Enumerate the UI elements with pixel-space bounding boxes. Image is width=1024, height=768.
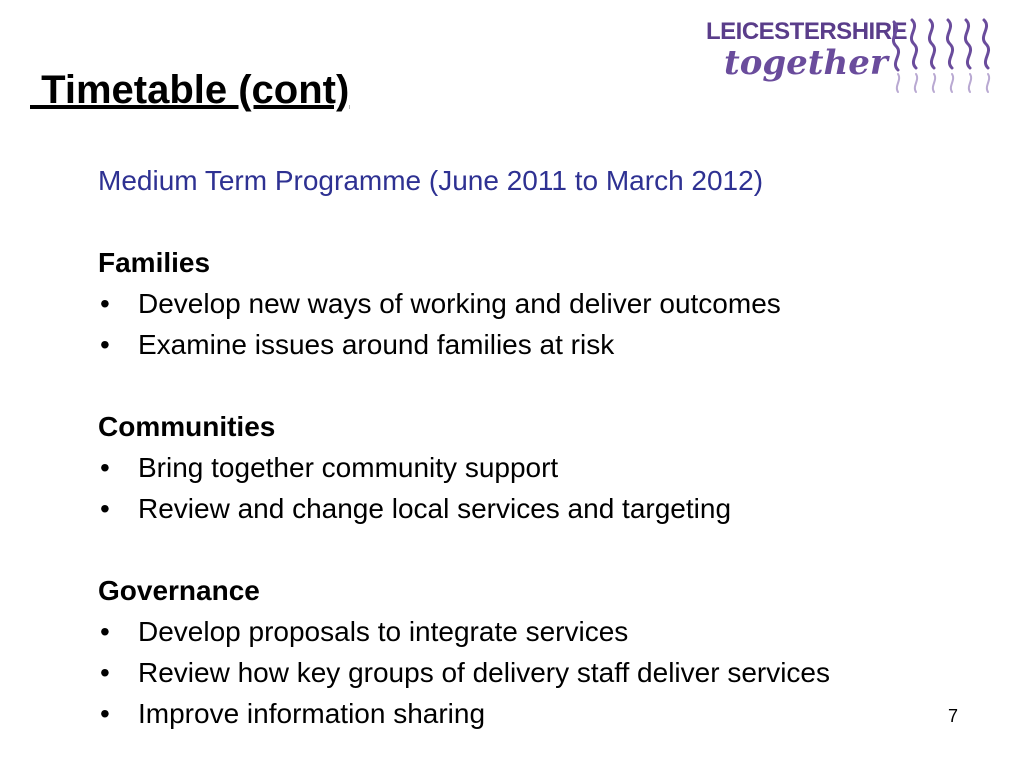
- list-item: • Review how key groups of delivery staff deliver services: [98, 652, 998, 693]
- section-heading-governance: Governance: [98, 575, 260, 606]
- leicestershire-together-logo: [702, 14, 1002, 98]
- list-item: • Review and change local services and targeting: [98, 488, 998, 529]
- list-item: • Examine issues around families at risk: [98, 324, 998, 365]
- list-item: • Improve information sharing: [98, 693, 998, 734]
- slide-title: Timetable (cont): [30, 68, 350, 112]
- page-number: 7: [948, 706, 959, 726]
- list-item: • Bring together community support: [98, 447, 998, 488]
- logo-waves-icon: [888, 14, 1002, 98]
- logo-script-text: together: [724, 43, 888, 83]
- communities-bullet-list: [98, 447, 998, 529]
- slide-body: [98, 160, 998, 734]
- list-item: • Develop proposals to integrate services: [98, 611, 998, 652]
- section-heading-communities: Communities: [98, 411, 276, 442]
- governance-bullet-list: [98, 611, 998, 734]
- programme-subtitle: Medium Term Programme (June 2011 to March 2012): [98, 165, 764, 196]
- logo-wordmark: LEICESTERSHIRE: [706, 18, 908, 45]
- section-heading-families: Families: [98, 247, 211, 278]
- families-bullet-list: [98, 283, 998, 365]
- list-item: • Develop new ways of working and deliver outcomes: [98, 283, 998, 324]
